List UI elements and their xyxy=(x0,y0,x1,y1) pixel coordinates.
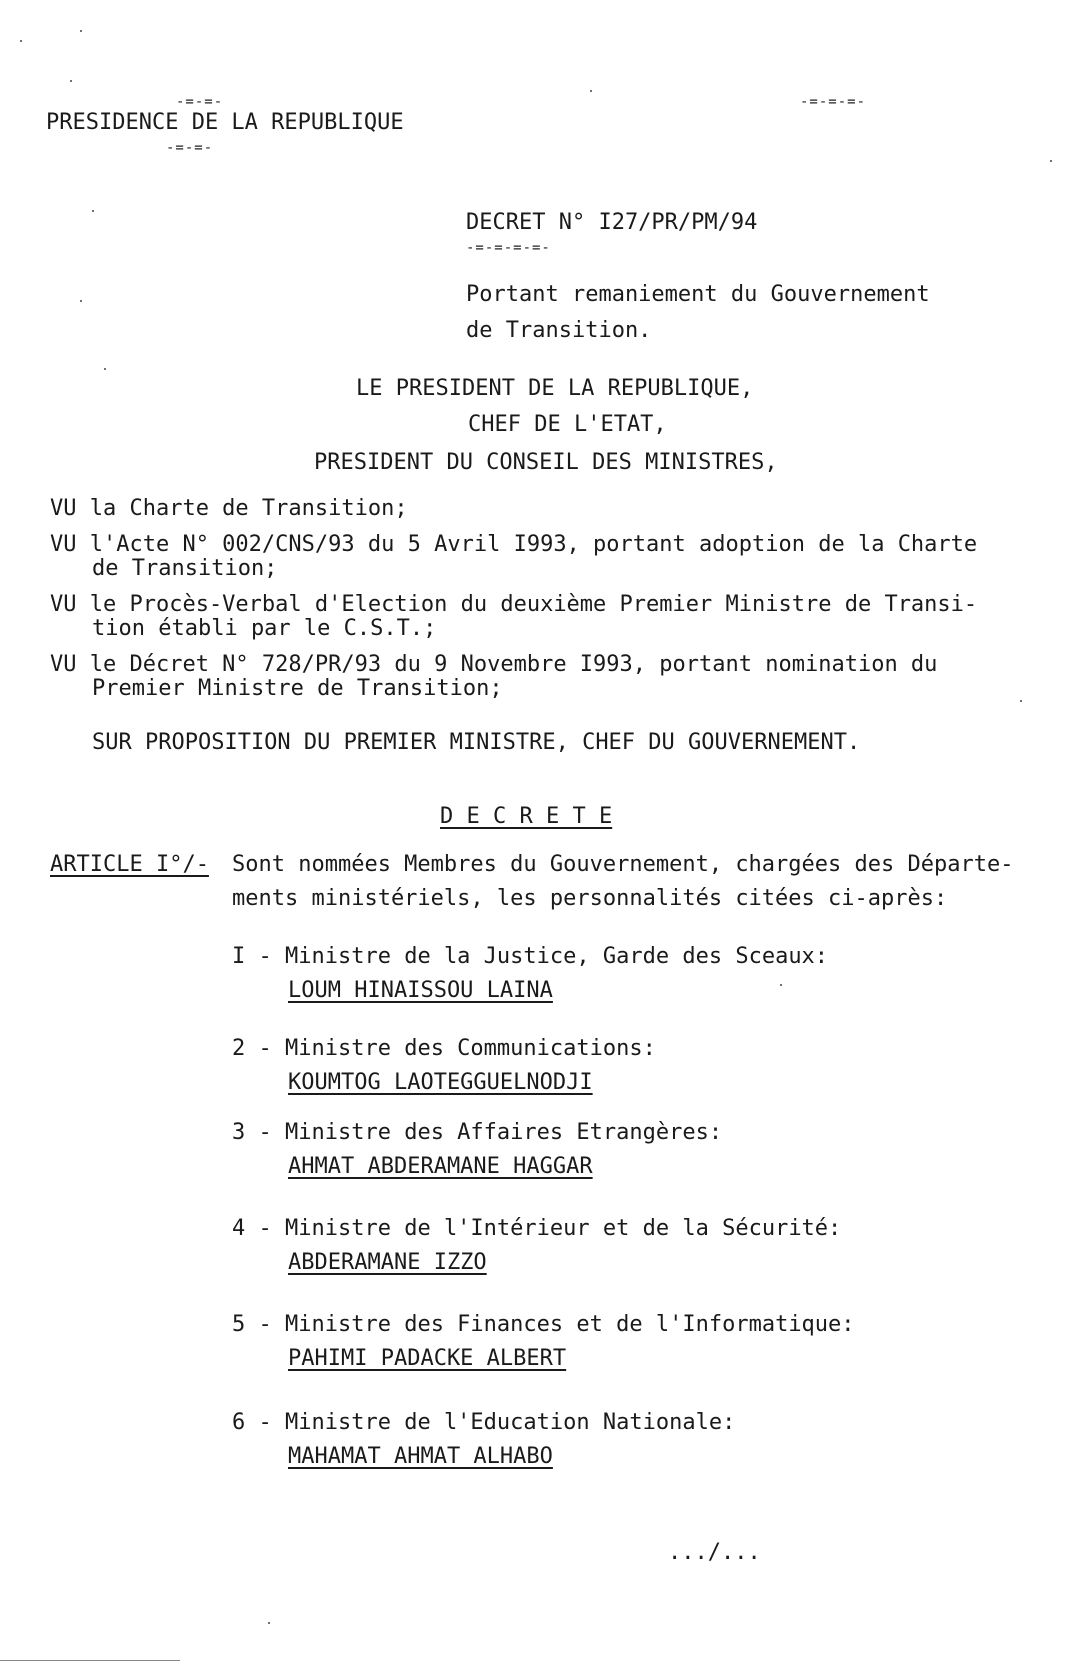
consideration-2-line1: VU l'Acte N° 002/CNS/93 du 5 Avril I993, portant adoption de la Charte xyxy=(50,532,978,557)
decree-subject-line1: Portant remaniement du Gouvernement xyxy=(466,282,930,307)
minister-6-name: MAHAMAT AHMAT ALHABO xyxy=(288,1444,553,1469)
scan-speck xyxy=(92,210,94,212)
office-heading: PRESIDENCE DE LA REPUBLIQUE xyxy=(46,110,404,135)
minister-title: Ministre des Finances et de l'Informatique: xyxy=(285,1312,855,1337)
scan-speck xyxy=(104,368,106,370)
authority-line-1: LE PRESIDENT DE LA REPUBLIQUE, xyxy=(356,376,754,401)
consideration-3-line1: VU le Procès-Verbal d'Election du deuxième Premier Ministre de Transi- xyxy=(50,592,978,617)
decrete-heading: D E C R E T E xyxy=(440,804,613,829)
scan-speck xyxy=(70,80,72,82)
minister-number: I xyxy=(232,944,246,969)
minister-number: 4 xyxy=(232,1216,246,1241)
article-1-text-line1: Sont nommées Membres du Gouvernement, chargées des Départe- xyxy=(232,852,1014,877)
minister-2-name: KOUMTOG LAOTEGGUELNODJI xyxy=(288,1070,593,1095)
minister-number: 2 xyxy=(232,1036,246,1061)
minister-3-name: AHMAT ABDERAMANE HAGGAR xyxy=(288,1154,593,1179)
article-1-text-line2: ments ministériels, les personnalités citées ci-après: xyxy=(232,886,948,911)
minister-3-title: 3 - Ministre des Affaires Etrangères: xyxy=(232,1120,723,1145)
minister-1-title: I - Ministre de la Justice, Garde des Sceaux: xyxy=(232,944,829,969)
consideration-1: VU la Charte de Transition; xyxy=(50,496,408,521)
scan-speck xyxy=(268,1622,270,1624)
minister-title: Ministre des Communications: xyxy=(285,1036,656,1061)
continuation-marker: .../... xyxy=(668,1540,761,1565)
decree-number: DECRET N° I27/PR/PM/94 xyxy=(466,210,758,235)
decree-subject-line2: de Transition. xyxy=(466,318,652,343)
header-decoration-top: -=-=- xyxy=(176,94,224,110)
minister-1-name: LOUM HINAISSOU LAINA xyxy=(288,978,553,1003)
minister-2-title: 2 - Ministre des Communications: xyxy=(232,1036,656,1061)
scan-speck xyxy=(1050,160,1052,162)
scan-speck xyxy=(590,90,592,92)
consideration-2-line2: de Transition; xyxy=(92,556,278,581)
minister-5-name: PAHIMI PADACKE ALBERT xyxy=(288,1346,567,1371)
authority-line-2: CHEF DE L'ETAT, xyxy=(468,412,667,437)
consideration-4-line2: Premier Ministre de Transition; xyxy=(92,676,503,701)
decree-decoration: -=-=-=-=- xyxy=(466,240,551,256)
scan-edge-line xyxy=(0,1660,180,1661)
proposal-line: SUR PROPOSITION DU PREMIER MINISTRE, CHEF DU GOUVERNEMENT. xyxy=(92,730,861,755)
minister-title: Ministre de l'Intérieur et de la Sécurité: xyxy=(285,1216,842,1241)
consideration-3-line2: tion établi par le C.S.T.; xyxy=(92,616,437,641)
scan-speck xyxy=(80,300,82,302)
scan-speck xyxy=(780,984,782,986)
scan-speck xyxy=(1020,700,1022,702)
article-1-label: ARTICLE I°/- xyxy=(50,852,209,877)
consideration-4-line1: VU le Décret N° 728/PR/93 du 9 Novembre I993, portant nomination du xyxy=(50,652,938,677)
minister-4-title: 4 - Ministre de l'Intérieur et de la Sécurité: xyxy=(232,1216,842,1241)
minister-5-title: 5 - Ministre des Finances et de l'Informatique: xyxy=(232,1312,855,1337)
minister-number: 5 xyxy=(232,1312,246,1337)
header-decoration-bottom: -=-=- xyxy=(166,140,214,156)
minister-title: Ministre de la Justice, Garde des Sceaux: xyxy=(285,944,829,969)
minister-6-title: 6 - Ministre de l'Education Nationale: xyxy=(232,1410,736,1435)
minister-title: Ministre de l'Education Nationale: xyxy=(285,1410,736,1435)
minister-4-name: ABDERAMANE IZZO xyxy=(288,1250,487,1275)
authority-line-3: PRESIDENT DU CONSEIL DES MINISTRES, xyxy=(314,450,778,475)
minister-title: Ministre des Affaires Etrangères: xyxy=(285,1120,723,1145)
minister-number: 6 xyxy=(232,1410,246,1435)
header-decoration-right: -=-=-=- xyxy=(800,94,867,110)
minister-number: 3 xyxy=(232,1120,246,1145)
scan-speck xyxy=(80,30,82,32)
scan-speck xyxy=(20,40,22,42)
